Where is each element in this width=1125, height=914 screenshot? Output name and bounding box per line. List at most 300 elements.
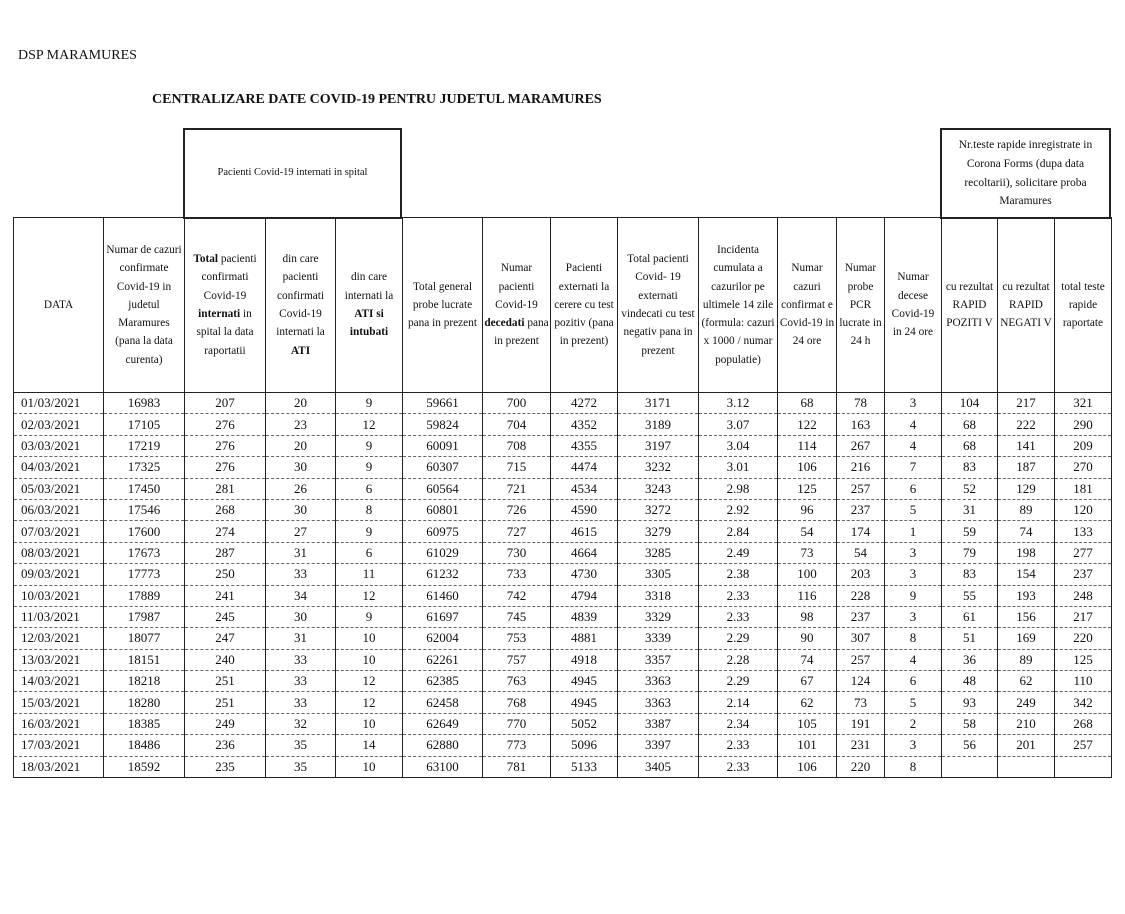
cell-rapid-negative: 89 [998, 649, 1055, 670]
cell-icu: 35 [266, 756, 336, 777]
cell-deaths-24h: 8 [885, 628, 942, 649]
cell-pcr-24h: 216 [837, 457, 885, 478]
cell-rapid-negative: 89 [998, 499, 1055, 520]
cell-new-cases-24h: 100 [778, 564, 837, 585]
table-row [14, 499, 1112, 520]
cell-icu-intubated: 12 [336, 585, 403, 606]
cell-deaths-24h: 3 [885, 735, 942, 756]
cell-discharged-cured: 3339 [618, 628, 699, 649]
cell-discharged-positive: 4945 [551, 692, 618, 713]
cell-discharged-cured: 3285 [618, 542, 699, 563]
cell-discharged-positive: 5052 [551, 713, 618, 734]
cell-total-tests: 62261 [403, 649, 483, 670]
cell-date: 09/03/2021 [14, 564, 104, 585]
cell-cumulative-cases: 17546 [104, 499, 185, 520]
cell-deceased: 745 [483, 606, 551, 627]
cell-hospitalized-total: 247 [185, 628, 266, 649]
cell-rapid-positive: 58 [942, 713, 998, 734]
cell-pcr-24h: 203 [837, 564, 885, 585]
cell-pcr-24h: 78 [837, 393, 885, 414]
cell-rapid-negative: 156 [998, 606, 1055, 627]
cell-date: 16/03/2021 [14, 713, 104, 734]
table-row [14, 628, 1112, 649]
cell-icu-intubated: 8 [336, 499, 403, 520]
cell-total-tests: 63100 [403, 756, 483, 777]
cell-icu-intubated: 12 [336, 692, 403, 713]
group-header-rapid-tests: Nr.teste rapide inregistrate in Corona Forms (dupa data recoltarii), solicitare proba Maramures [940, 128, 1111, 219]
cell-hospitalized-total: 249 [185, 713, 266, 734]
organization-label: DSP MARAMURES [18, 48, 137, 63]
cell-new-cases-24h: 67 [778, 671, 837, 692]
cell-incidence: 2.33 [699, 756, 778, 777]
cell-hospitalized-total: 240 [185, 649, 266, 670]
cell-deaths-24h: 3 [885, 606, 942, 627]
cell-deceased: 770 [483, 713, 551, 734]
cell-icu-intubated: 9 [336, 606, 403, 627]
cell-deceased: 727 [483, 521, 551, 542]
cell-rapid-negative: 187 [998, 457, 1055, 478]
cell-new-cases-24h: 122 [778, 414, 837, 435]
cell-hospitalized-total: 236 [185, 735, 266, 756]
cell-icu-intubated: 9 [336, 521, 403, 542]
cell-hospitalized-total: 276 [185, 457, 266, 478]
cell-new-cases-24h: 68 [778, 393, 837, 414]
cell-rapid-total: 217 [1055, 606, 1112, 627]
cell-rapid-total [1055, 756, 1112, 777]
cell-rapid-negative: 210 [998, 713, 1055, 734]
cell-discharged-positive: 4272 [551, 393, 618, 414]
cell-icu: 27 [266, 521, 336, 542]
table-row [14, 414, 1112, 435]
cell-rapid-positive: 104 [942, 393, 998, 414]
table-row [14, 542, 1112, 563]
cell-rapid-total: 277 [1055, 542, 1112, 563]
cell-deaths-24h: 1 [885, 521, 942, 542]
cell-cumulative-cases: 17600 [104, 521, 185, 542]
cell-icu-intubated: 14 [336, 735, 403, 756]
cell-rapid-negative [998, 756, 1055, 777]
cell-incidence: 2.84 [699, 521, 778, 542]
cell-rapid-negative: 74 [998, 521, 1055, 542]
cell-date: 15/03/2021 [14, 692, 104, 713]
cell-discharged-positive: 4534 [551, 478, 618, 499]
cell-total-tests: 59661 [403, 393, 483, 414]
cell-discharged-cured: 3363 [618, 671, 699, 692]
cell-hospitalized-total: 251 [185, 692, 266, 713]
cell-date: 12/03/2021 [14, 628, 104, 649]
cell-incidence: 2.38 [699, 564, 778, 585]
cell-incidence: 3.12 [699, 393, 778, 414]
cell-icu-intubated: 9 [336, 457, 403, 478]
cell-cumulative-cases: 17987 [104, 606, 185, 627]
cell-hospitalized-total: 276 [185, 435, 266, 456]
cell-hospitalized-total: 251 [185, 671, 266, 692]
cell-hospitalized-total: 235 [185, 756, 266, 777]
cell-cumulative-cases: 18077 [104, 628, 185, 649]
cell-rapid-negative: 141 [998, 435, 1055, 456]
cell-pcr-24h: 228 [837, 585, 885, 606]
cell-cumulative-cases: 18486 [104, 735, 185, 756]
cell-deaths-24h: 3 [885, 542, 942, 563]
cell-rapid-negative: 62 [998, 671, 1055, 692]
col-header-cumulative-cases: Numar de cazuri confirmate Covid-19 in judetul Maramures (pana la data curenta) [104, 218, 185, 393]
cell-rapid-negative: 169 [998, 628, 1055, 649]
cell-rapid-total: 257 [1055, 735, 1112, 756]
table-row [14, 457, 1112, 478]
cell-pcr-24h: 54 [837, 542, 885, 563]
cell-discharged-cured: 3243 [618, 478, 699, 499]
cell-icu-intubated: 12 [336, 671, 403, 692]
cell-incidence: 2.92 [699, 499, 778, 520]
cell-new-cases-24h: 90 [778, 628, 837, 649]
cell-new-cases-24h: 105 [778, 713, 837, 734]
table-row [14, 478, 1112, 499]
cell-incidence: 2.49 [699, 542, 778, 563]
cell-icu: 35 [266, 735, 336, 756]
col-header-incidence: Incidenta cumulata a cazurilor pe ultimele 14 zile (formula: cazuri x 1000 / numar populatie) [699, 218, 778, 393]
cell-rapid-positive: 68 [942, 414, 998, 435]
cell-rapid-total: 120 [1055, 499, 1112, 520]
cell-cumulative-cases: 18151 [104, 649, 185, 670]
cell-hospitalized-total: 250 [185, 564, 266, 585]
cell-deceased: 715 [483, 457, 551, 478]
cell-deaths-24h: 9 [885, 585, 942, 606]
cell-new-cases-24h: 73 [778, 542, 837, 563]
cell-icu: 33 [266, 671, 336, 692]
cell-hospitalized-total: 207 [185, 393, 266, 414]
cell-discharged-cured: 3363 [618, 692, 699, 713]
cell-deaths-24h: 8 [885, 756, 942, 777]
cell-icu-intubated: 11 [336, 564, 403, 585]
cell-pcr-24h: 257 [837, 478, 885, 499]
cell-total-tests: 62458 [403, 692, 483, 713]
cell-discharged-positive: 4355 [551, 435, 618, 456]
col-header-rapid-negative: cu rezultat RAPID NEGATI V [998, 218, 1055, 393]
cell-deceased: 753 [483, 628, 551, 649]
cell-hospitalized-total: 281 [185, 478, 266, 499]
cell-discharged-positive: 4474 [551, 457, 618, 478]
cell-incidence: 3.01 [699, 457, 778, 478]
cell-rapid-positive: 52 [942, 478, 998, 499]
cell-rapid-positive: 36 [942, 649, 998, 670]
cell-rapid-positive: 79 [942, 542, 998, 563]
cell-discharged-positive: 4839 [551, 606, 618, 627]
cell-icu: 20 [266, 393, 336, 414]
cell-pcr-24h: 174 [837, 521, 885, 542]
cell-rapid-positive: 83 [942, 457, 998, 478]
cell-total-tests: 60564 [403, 478, 483, 499]
cell-deceased: 773 [483, 735, 551, 756]
cell-discharged-positive: 4590 [551, 499, 618, 520]
cell-incidence: 3.04 [699, 435, 778, 456]
cell-discharged-cured: 3232 [618, 457, 699, 478]
cell-rapid-total: 342 [1055, 692, 1112, 713]
cell-deaths-24h: 2 [885, 713, 942, 734]
cell-cumulative-cases: 17219 [104, 435, 185, 456]
cell-icu-intubated: 9 [336, 393, 403, 414]
table-row [14, 393, 1112, 414]
cell-deceased: 768 [483, 692, 551, 713]
table-row [14, 756, 1112, 777]
cell-new-cases-24h: 54 [778, 521, 837, 542]
table-row [14, 671, 1112, 692]
cell-new-cases-24h: 106 [778, 756, 837, 777]
col-header-rapid-positive: cu rezultat RAPID POZITI V [942, 218, 998, 393]
cell-rapid-total: 220 [1055, 628, 1112, 649]
cell-deaths-24h: 6 [885, 478, 942, 499]
cell-date: 08/03/2021 [14, 542, 104, 563]
cell-deaths-24h: 3 [885, 393, 942, 414]
cell-hospitalized-total: 245 [185, 606, 266, 627]
cell-rapid-positive: 31 [942, 499, 998, 520]
cell-icu: 33 [266, 649, 336, 670]
cell-discharged-positive: 4794 [551, 585, 618, 606]
cell-icu-intubated: 9 [336, 435, 403, 456]
cell-deceased: 704 [483, 414, 551, 435]
cell-icu-intubated: 6 [336, 542, 403, 563]
cell-deaths-24h: 4 [885, 649, 942, 670]
cell-date: 03/03/2021 [14, 435, 104, 456]
cell-cumulative-cases: 17325 [104, 457, 185, 478]
cell-rapid-total: 268 [1055, 713, 1112, 734]
cell-discharged-positive: 4352 [551, 414, 618, 435]
cell-cumulative-cases: 17673 [104, 542, 185, 563]
cell-new-cases-24h: 101 [778, 735, 837, 756]
cell-discharged-cured: 3387 [618, 713, 699, 734]
cell-total-tests: 61232 [403, 564, 483, 585]
cell-deaths-24h: 7 [885, 457, 942, 478]
cell-hospitalized-total: 241 [185, 585, 266, 606]
col-header-icu-intubated: din care internati la ATI si intubati [336, 218, 403, 393]
cell-pcr-24h: 237 [837, 606, 885, 627]
table-row [14, 585, 1112, 606]
cell-cumulative-cases: 18385 [104, 713, 185, 734]
cell-icu-intubated: 6 [336, 478, 403, 499]
cell-deceased: 763 [483, 671, 551, 692]
cell-rapid-positive: 59 [942, 521, 998, 542]
cell-deceased: 742 [483, 585, 551, 606]
cell-deaths-24h: 4 [885, 414, 942, 435]
cell-incidence: 2.29 [699, 628, 778, 649]
cell-discharged-cured: 3171 [618, 393, 699, 414]
cell-incidence: 2.29 [699, 671, 778, 692]
cell-icu: 23 [266, 414, 336, 435]
cell-date: 11/03/2021 [14, 606, 104, 627]
cell-icu: 26 [266, 478, 336, 499]
cell-incidence: 3.07 [699, 414, 778, 435]
cell-rapid-total: 237 [1055, 564, 1112, 585]
cell-rapid-total: 270 [1055, 457, 1112, 478]
col-header-pcr-24h: Numar probe PCR lucrate in 24 h [837, 218, 885, 393]
cell-incidence: 2.33 [699, 585, 778, 606]
cell-icu: 31 [266, 628, 336, 649]
cell-date: 10/03/2021 [14, 585, 104, 606]
cell-rapid-negative: 222 [998, 414, 1055, 435]
col-header-hospitalized-total: Total pacienti confirmati Covid-19 internati in spital la data raportatii [185, 218, 266, 393]
cell-icu-intubated: 10 [336, 756, 403, 777]
cell-rapid-negative: 193 [998, 585, 1055, 606]
cell-total-tests: 61697 [403, 606, 483, 627]
col-header-total-tests: Total general probe lucrate pana in prezent [403, 218, 483, 393]
cell-total-tests: 61029 [403, 542, 483, 563]
cell-discharged-positive: 4615 [551, 521, 618, 542]
cell-deaths-24h: 5 [885, 692, 942, 713]
cell-discharged-positive: 4918 [551, 649, 618, 670]
cell-new-cases-24h: 62 [778, 692, 837, 713]
cell-discharged-cured: 3197 [618, 435, 699, 456]
cell-date: 17/03/2021 [14, 735, 104, 756]
cell-pcr-24h: 220 [837, 756, 885, 777]
col-header-deaths-24h: Numar decese Covid-19 in 24 ore [885, 218, 942, 393]
cell-rapid-positive: 56 [942, 735, 998, 756]
cell-new-cases-24h: 74 [778, 649, 837, 670]
cell-discharged-positive: 5096 [551, 735, 618, 756]
cell-deceased: 708 [483, 435, 551, 456]
cell-new-cases-24h: 125 [778, 478, 837, 499]
table-row [14, 521, 1112, 542]
cell-date: 05/03/2021 [14, 478, 104, 499]
cell-icu-intubated: 12 [336, 414, 403, 435]
cell-discharged-positive: 5133 [551, 756, 618, 777]
cell-icu-intubated: 10 [336, 649, 403, 670]
cell-discharged-positive: 4664 [551, 542, 618, 563]
cell-incidence: 2.33 [699, 735, 778, 756]
col-header-discharged-positive: Pacienti externati la cerere cu test pozitiv (pana in prezent) [551, 218, 618, 393]
cell-total-tests: 61460 [403, 585, 483, 606]
cell-total-tests: 60975 [403, 521, 483, 542]
cell-rapid-positive: 61 [942, 606, 998, 627]
cell-hospitalized-total: 268 [185, 499, 266, 520]
group-header-hospitalized: Pacienti Covid-19 internati in spital [183, 128, 402, 219]
cell-total-tests: 60801 [403, 499, 483, 520]
cell-date: 14/03/2021 [14, 671, 104, 692]
cell-pcr-24h: 257 [837, 649, 885, 670]
cell-deceased: 757 [483, 649, 551, 670]
cell-rapid-negative: 129 [998, 478, 1055, 499]
cell-deceased: 733 [483, 564, 551, 585]
cell-deceased: 781 [483, 756, 551, 777]
cell-discharged-positive: 4881 [551, 628, 618, 649]
cell-date: 01/03/2021 [14, 393, 104, 414]
cell-discharged-cured: 3357 [618, 649, 699, 670]
cell-deaths-24h: 4 [885, 435, 942, 456]
cell-icu: 32 [266, 713, 336, 734]
cell-rapid-total: 209 [1055, 435, 1112, 456]
table-row [14, 606, 1112, 627]
cell-rapid-negative: 198 [998, 542, 1055, 563]
table-row [14, 692, 1112, 713]
cell-icu: 34 [266, 585, 336, 606]
cell-hospitalized-total: 274 [185, 521, 266, 542]
col-header-date: DATA [14, 218, 104, 393]
cell-rapid-total: 133 [1055, 521, 1112, 542]
cell-new-cases-24h: 114 [778, 435, 837, 456]
cell-total-tests: 62385 [403, 671, 483, 692]
cell-icu: 30 [266, 457, 336, 478]
cell-icu-intubated: 10 [336, 628, 403, 649]
cell-rapid-negative: 249 [998, 692, 1055, 713]
cell-discharged-positive: 4945 [551, 671, 618, 692]
cell-rapid-positive: 48 [942, 671, 998, 692]
cell-new-cases-24h: 98 [778, 606, 837, 627]
cell-rapid-total: 248 [1055, 585, 1112, 606]
cell-new-cases-24h: 106 [778, 457, 837, 478]
cell-icu: 30 [266, 606, 336, 627]
cell-rapid-total: 290 [1055, 414, 1112, 435]
cell-incidence: 2.98 [699, 478, 778, 499]
col-header-icu: din care pacienti confirmati Covid-19 internati la ATI [266, 218, 336, 393]
cell-icu: 33 [266, 564, 336, 585]
col-header-discharged-cured: Total pacienti Covid- 19 externati vindecati cu test negativ pana in prezent [618, 218, 699, 393]
cell-cumulative-cases: 18218 [104, 671, 185, 692]
cell-date: 07/03/2021 [14, 521, 104, 542]
cell-incidence: 2.33 [699, 606, 778, 627]
cell-total-tests: 59824 [403, 414, 483, 435]
cell-date: 06/03/2021 [14, 499, 104, 520]
cell-deaths-24h: 5 [885, 499, 942, 520]
cell-cumulative-cases: 17450 [104, 478, 185, 499]
table-row [14, 649, 1112, 670]
cell-rapid-positive: 93 [942, 692, 998, 713]
cell-rapid-positive: 68 [942, 435, 998, 456]
cell-discharged-cured: 3305 [618, 564, 699, 585]
cell-date: 13/03/2021 [14, 649, 104, 670]
cell-cumulative-cases: 17773 [104, 564, 185, 585]
table-row [14, 435, 1112, 456]
cell-cumulative-cases: 16983 [104, 393, 185, 414]
cell-rapid-positive: 51 [942, 628, 998, 649]
cell-deceased: 726 [483, 499, 551, 520]
cell-deceased: 700 [483, 393, 551, 414]
cell-pcr-24h: 163 [837, 414, 885, 435]
cell-cumulative-cases: 17105 [104, 414, 185, 435]
cell-pcr-24h: 267 [837, 435, 885, 456]
cell-rapid-positive: 83 [942, 564, 998, 585]
cell-deceased: 721 [483, 478, 551, 499]
cell-total-tests: 62004 [403, 628, 483, 649]
cell-pcr-24h: 307 [837, 628, 885, 649]
cell-pcr-24h: 231 [837, 735, 885, 756]
cell-deceased: 730 [483, 542, 551, 563]
cell-deaths-24h: 3 [885, 564, 942, 585]
cell-discharged-cured: 3272 [618, 499, 699, 520]
cell-discharged-cured: 3397 [618, 735, 699, 756]
cell-pcr-24h: 73 [837, 692, 885, 713]
cell-pcr-24h: 237 [837, 499, 885, 520]
col-header-new-cases-24h: Numar cazuri confirmat e Covid-19 in 24 ore [778, 218, 837, 393]
cell-deaths-24h: 6 [885, 671, 942, 692]
cell-rapid-total: 321 [1055, 393, 1112, 414]
table-row [14, 713, 1112, 734]
cell-date: 04/03/2021 [14, 457, 104, 478]
cell-total-tests: 62880 [403, 735, 483, 756]
cell-icu: 30 [266, 499, 336, 520]
cell-discharged-cured: 3318 [618, 585, 699, 606]
cell-hospitalized-total: 287 [185, 542, 266, 563]
cell-icu: 33 [266, 692, 336, 713]
cell-discharged-cured: 3189 [618, 414, 699, 435]
col-header-deceased: Numar pacienti Covid-19 decedati pana in prezent [483, 218, 551, 393]
cell-incidence: 2.34 [699, 713, 778, 734]
cell-hospitalized-total: 276 [185, 414, 266, 435]
cell-rapid-total: 110 [1055, 671, 1112, 692]
cell-incidence: 2.28 [699, 649, 778, 670]
table-header-row [14, 218, 1112, 393]
cell-pcr-24h: 191 [837, 713, 885, 734]
cell-rapid-negative: 217 [998, 393, 1055, 414]
cell-rapid-total: 125 [1055, 649, 1112, 670]
table-row [14, 564, 1112, 585]
